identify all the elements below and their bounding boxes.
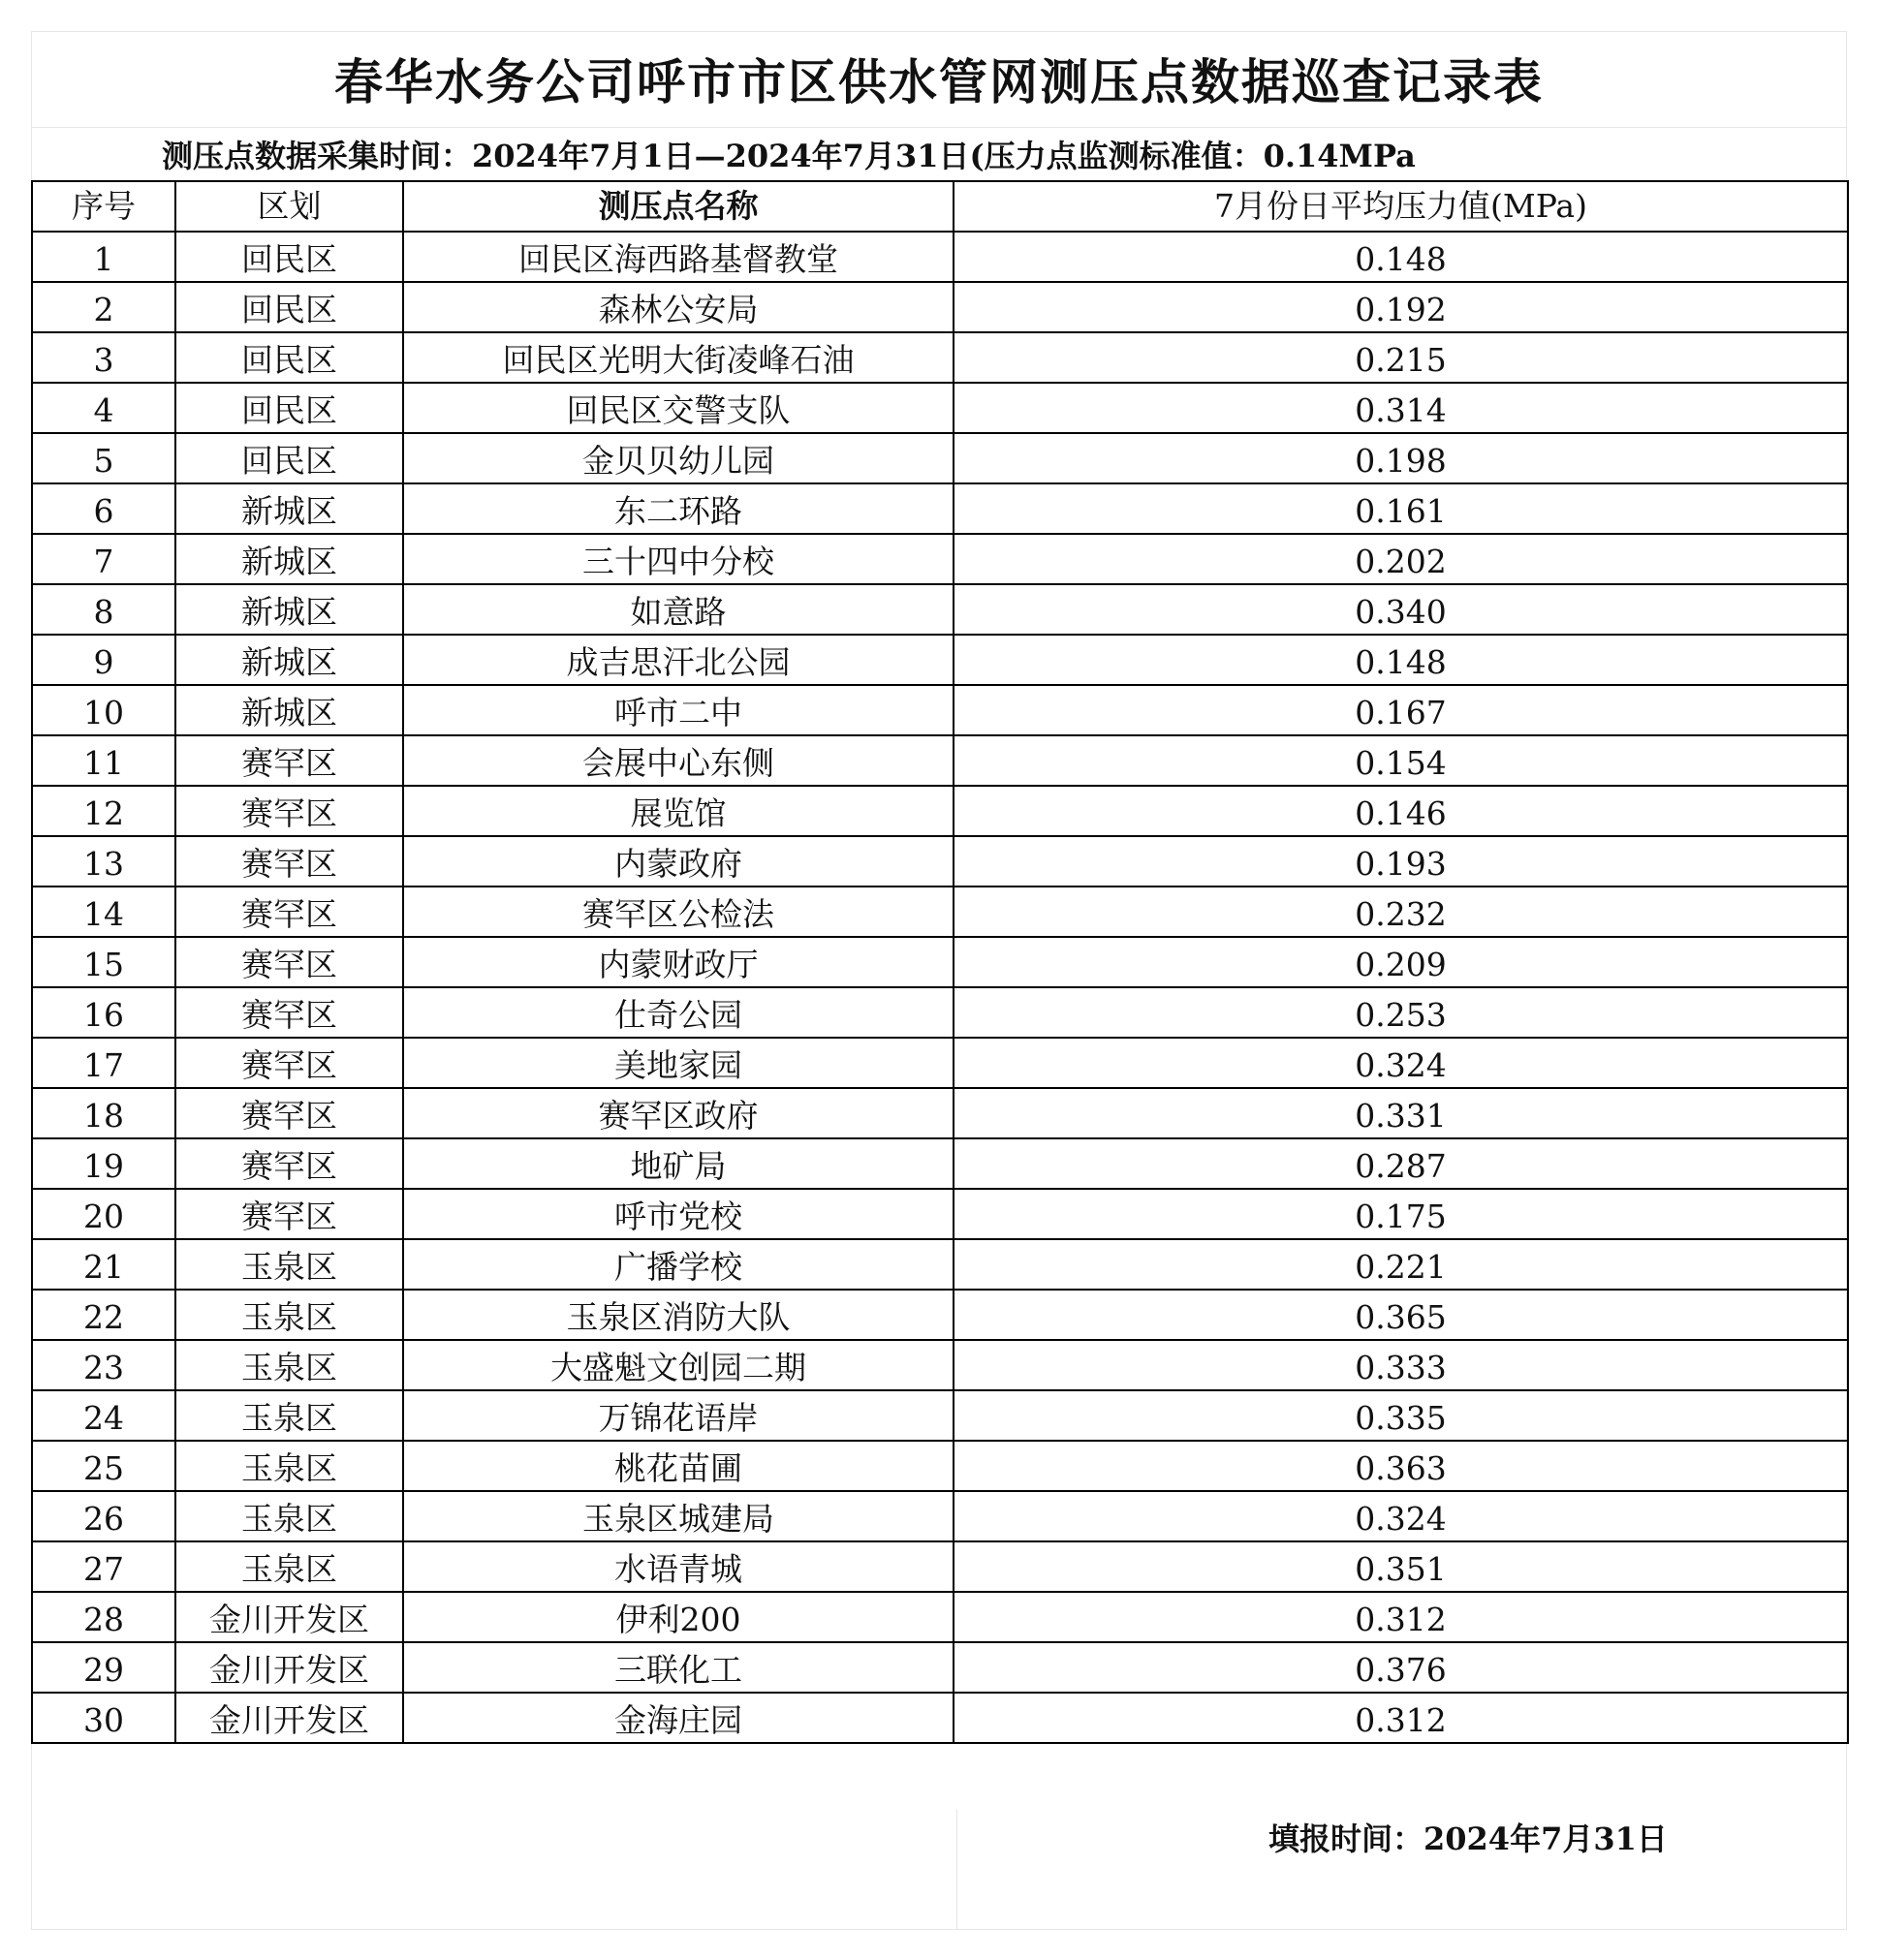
cell-point-name: 东二环路 [403,483,954,534]
cell-district: 新城区 [175,685,403,735]
cell-pressure: 0.175 [954,1189,1848,1239]
cell-point-name: 呼市党校 [403,1189,954,1239]
cell-district: 回民区 [175,332,403,383]
cell-district: 赛罕区 [175,1038,403,1088]
cell-index: 18 [32,1088,175,1138]
cell-index: 30 [32,1693,175,1743]
cell-index: 10 [32,685,175,735]
table-row [32,534,1848,584]
cell-pressure: 0.324 [954,1038,1848,1088]
cell-pressure: 0.192 [954,282,1848,332]
cell-district: 金川开发区 [175,1693,403,1743]
cell-point-name: 赛罕区政府 [403,1088,954,1138]
table-row [32,282,1848,332]
cell-point-name: 仕奇公园 [403,987,954,1038]
cell-point-name: 万锦花语岸 [403,1390,954,1441]
cell-point-name: 赛罕区公检法 [403,887,954,937]
cell-index: 17 [32,1038,175,1088]
cell-point-name: 展览馆 [403,786,954,836]
cell-district: 新城区 [175,534,403,584]
cell-index: 29 [32,1642,175,1693]
cell-pressure: 0.253 [954,987,1848,1038]
table-row [32,383,1848,433]
header-point-name: 测压点名称 [403,181,954,232]
cell-point-name: 如意路 [403,584,954,635]
table-row [32,1340,1848,1390]
table-row [32,1541,1848,1592]
cell-pressure: 0.146 [954,786,1848,836]
table-row [32,1642,1848,1693]
cell-point-name: 地矿局 [403,1138,954,1189]
cell-index: 28 [32,1592,175,1642]
cell-district: 赛罕区 [175,987,403,1038]
cell-point-name: 回民区交警支队 [403,383,954,433]
cell-point-name: 金海庄园 [403,1693,954,1743]
cell-pressure: 0.324 [954,1491,1848,1541]
cell-pressure: 0.215 [954,332,1848,383]
cell-point-name: 回民区光明大街凌峰石油 [403,332,954,383]
cell-district: 玉泉区 [175,1491,403,1541]
cell-point-name: 会展中心东侧 [403,735,954,786]
table-row [32,584,1848,635]
cell-index: 20 [32,1189,175,1239]
cell-pressure: 0.161 [954,483,1848,534]
table-row [32,685,1848,735]
table-row [32,1592,1848,1642]
cell-index: 23 [32,1340,175,1390]
table-row [32,1239,1848,1290]
cell-point-name: 伊利200 [403,1592,954,1642]
cell-pressure: 0.312 [954,1693,1848,1743]
cell-district: 赛罕区 [175,1189,403,1239]
cell-point-name: 金贝贝幼儿园 [403,433,954,483]
cell-district: 赛罕区 [175,836,403,887]
cell-district: 玉泉区 [175,1441,403,1491]
cell-district: 玉泉区 [175,1239,403,1290]
table-row [32,1441,1848,1491]
cell-district: 赛罕区 [175,887,403,937]
cell-district: 赛罕区 [175,735,403,786]
cell-pressure: 0.154 [954,735,1848,786]
cell-district: 玉泉区 [175,1290,403,1340]
cell-point-name: 成吉思汗北公园 [403,635,954,685]
header-district: 区划 [175,181,403,232]
cell-index: 27 [32,1541,175,1592]
cell-point-name: 内蒙政府 [403,836,954,887]
cell-district: 回民区 [175,433,403,483]
cell-pressure: 0.232 [954,887,1848,937]
cell-pressure: 0.148 [954,635,1848,685]
cell-district: 玉泉区 [175,1340,403,1390]
cell-district: 金川开发区 [175,1592,403,1642]
pressure-records-table [31,180,1849,1744]
cell-pressure: 0.193 [954,836,1848,887]
cell-pressure: 0.202 [954,534,1848,584]
collection-period-row [31,128,1847,180]
fill-date: 填报时间：2024年7月31日 [1268,1820,1668,1857]
cell-district: 回民区 [175,282,403,332]
table-row [32,1491,1848,1541]
table-row [32,635,1848,685]
cell-index: 2 [32,282,175,332]
table-row [32,1390,1848,1441]
cell-district: 新城区 [175,584,403,635]
cell-point-name: 广播学校 [403,1239,954,1290]
cell-district: 赛罕区 [175,937,403,987]
collection-period-text: 测压点数据采集时间：2024年7月1日—2024年7月31日(压力点监测标准值：0.14MPa [162,138,1416,174]
cell-point-name: 三十四中分校 [403,534,954,584]
cell-index: 13 [32,836,175,887]
cell-pressure: 0.340 [954,584,1848,635]
cell-index: 9 [32,635,175,685]
cell-pressure: 0.376 [954,1642,1848,1693]
table-row [32,483,1848,534]
cell-index: 22 [32,1290,175,1340]
table-row [32,1290,1848,1340]
cell-pressure: 0.198 [954,433,1848,483]
table-body [32,232,1848,1743]
cell-index: 12 [32,786,175,836]
table-row [32,1138,1848,1189]
cell-index: 8 [32,584,175,635]
page-title: 春华水务公司呼市市区供水管网测压点数据巡查记录表 [31,31,1847,128]
cell-point-name: 玉泉区城建局 [403,1491,954,1541]
cell-index: 16 [32,987,175,1038]
cell-index: 11 [32,735,175,786]
cell-point-name: 玉泉区消防大队 [403,1290,954,1340]
cell-index: 24 [32,1390,175,1441]
cell-index: 4 [32,383,175,433]
table-row [32,232,1848,282]
table-row [32,1088,1848,1138]
cell-point-name: 大盛魁文创园二期 [403,1340,954,1390]
cell-district: 回民区 [175,232,403,282]
table-row [32,937,1848,987]
cell-point-name: 美地家园 [403,1038,954,1088]
cell-pressure: 0.221 [954,1239,1848,1290]
table-row [32,1189,1848,1239]
footer-column-divider [956,1809,957,1930]
cell-pressure: 0.335 [954,1390,1848,1441]
cell-index: 7 [32,534,175,584]
cell-index: 21 [32,1239,175,1290]
cell-district: 赛罕区 [175,786,403,836]
cell-district: 赛罕区 [175,1138,403,1189]
cell-point-name: 呼市二中 [403,685,954,735]
table-header-row [32,181,1848,232]
cell-pressure: 0.312 [954,1592,1848,1642]
cell-district: 玉泉区 [175,1390,403,1441]
cell-district: 新城区 [175,483,403,534]
cell-index: 25 [32,1441,175,1491]
cell-point-name: 回民区海西路基督教堂 [403,232,954,282]
cell-pressure: 0.209 [954,937,1848,987]
cell-pressure: 0.314 [954,383,1848,433]
cell-district: 赛罕区 [175,1088,403,1138]
cell-pressure: 0.333 [954,1340,1848,1390]
cell-point-name: 内蒙财政厅 [403,937,954,987]
cell-pressure: 0.351 [954,1541,1848,1592]
cell-index: 3 [32,332,175,383]
cell-point-name: 森林公安局 [403,282,954,332]
cell-index: 14 [32,887,175,937]
cell-index: 15 [32,937,175,987]
cell-index: 19 [32,1138,175,1189]
cell-pressure: 0.365 [954,1290,1848,1340]
cell-index: 6 [32,483,175,534]
cell-district: 新城区 [175,635,403,685]
table-row [32,887,1848,937]
cell-district: 金川开发区 [175,1642,403,1693]
cell-district: 回民区 [175,383,403,433]
cell-district: 玉泉区 [175,1541,403,1592]
cell-point-name: 三联化工 [403,1642,954,1693]
table-row [32,1038,1848,1088]
cell-pressure: 0.331 [954,1088,1848,1138]
cell-index: 26 [32,1491,175,1541]
table-row [32,987,1848,1038]
cell-index: 5 [32,433,175,483]
table-row [32,433,1848,483]
cell-pressure: 0.363 [954,1441,1848,1491]
footer-area [31,1809,1847,1930]
cell-pressure: 0.287 [954,1138,1848,1189]
table-row [32,1693,1848,1743]
table-row [32,836,1848,887]
table-row [32,332,1848,383]
header-index: 序号 [32,181,175,232]
cell-point-name: 桃花苗圃 [403,1441,954,1491]
cell-pressure: 0.167 [954,685,1848,735]
header-pressure: 7月份日平均压力值(MPa) [954,181,1848,232]
table-row [32,786,1848,836]
cell-pressure: 0.148 [954,232,1848,282]
cell-index: 1 [32,232,175,282]
table-row [32,735,1848,786]
cell-point-name: 水语青城 [403,1541,954,1592]
